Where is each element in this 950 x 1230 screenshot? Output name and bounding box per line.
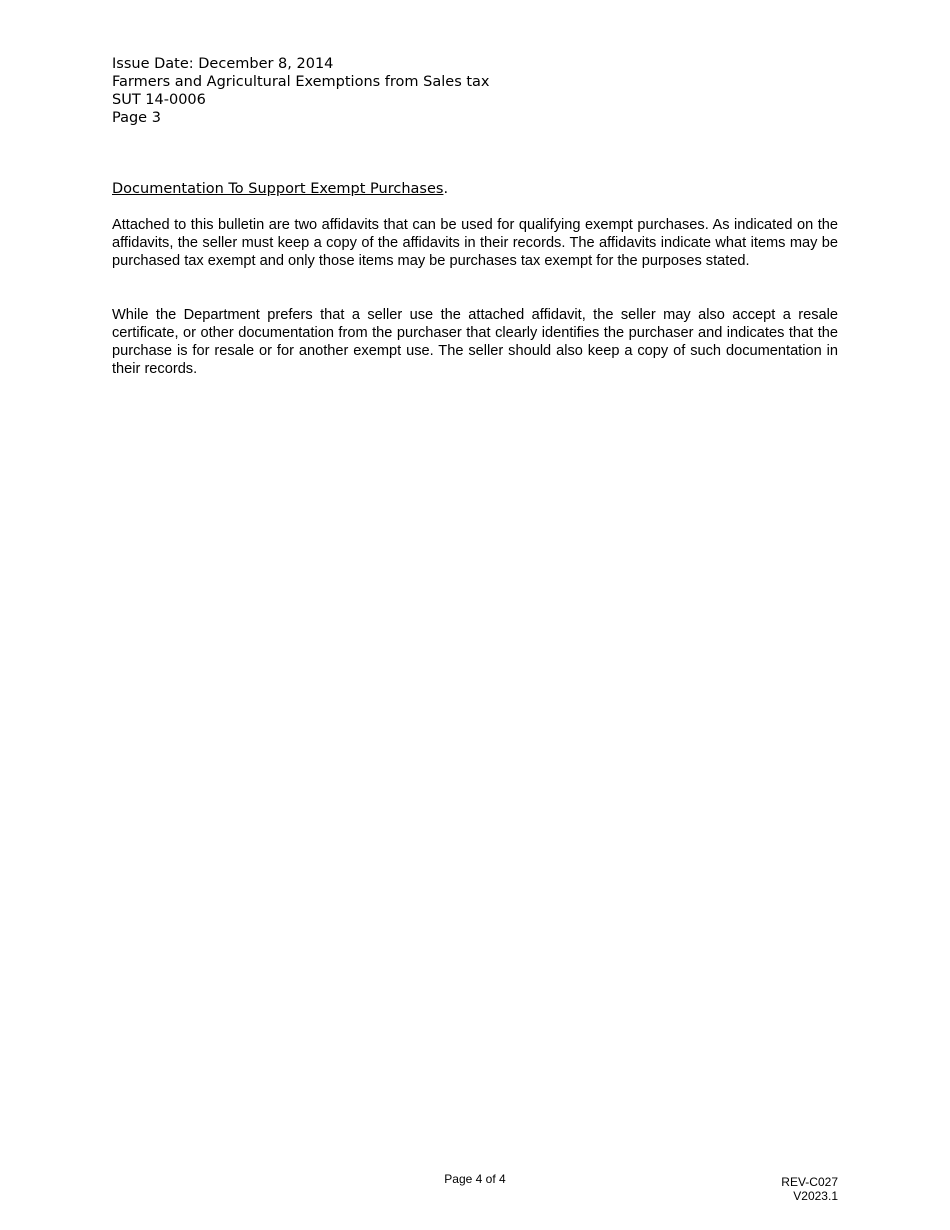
document-title: Farmers and Agricultural Exemptions from Sales tax <box>112 74 490 90</box>
document-header <box>112 55 490 127</box>
section-heading <box>112 180 448 198</box>
paragraph-resale-certificate: While the Department prefers that a seller use the attached affidavit, the seller may also accept a resale certificate, or other documentation from the purchaser that clearly identifies the purchaser and indicates that the purchase is for resale or for another exempt use. The seller should also keep a copy of such documentation in their records. <box>112 307 838 377</box>
issue-date: Issue Date: December 8, 2014 <box>112 56 334 72</box>
bulletin-number: SUT 14-0006 <box>112 92 206 108</box>
form-code: REV-C027 <box>781 1175 838 1189</box>
footer-page-count: Page 4 of 4 <box>444 1172 506 1186</box>
paragraph-affidavits: Attached to this bulletin are two affidavits that can be used for qualifying exempt purchases. As indicated on the affidavits, the seller must keep a copy of the affidavits in their records. The affidavits indicate what items may be purchased tax exempt and only those items may be purchases tax exempt for the purposes stated. <box>112 217 838 269</box>
section-heading-period: . <box>443 181 449 197</box>
header-page-number: Page 3 <box>112 110 161 126</box>
footer-form-info <box>781 1175 838 1203</box>
form-version: V2023.1 <box>793 1189 838 1203</box>
section-heading-text: Documentation To Support Exempt Purchases <box>112 181 444 197</box>
